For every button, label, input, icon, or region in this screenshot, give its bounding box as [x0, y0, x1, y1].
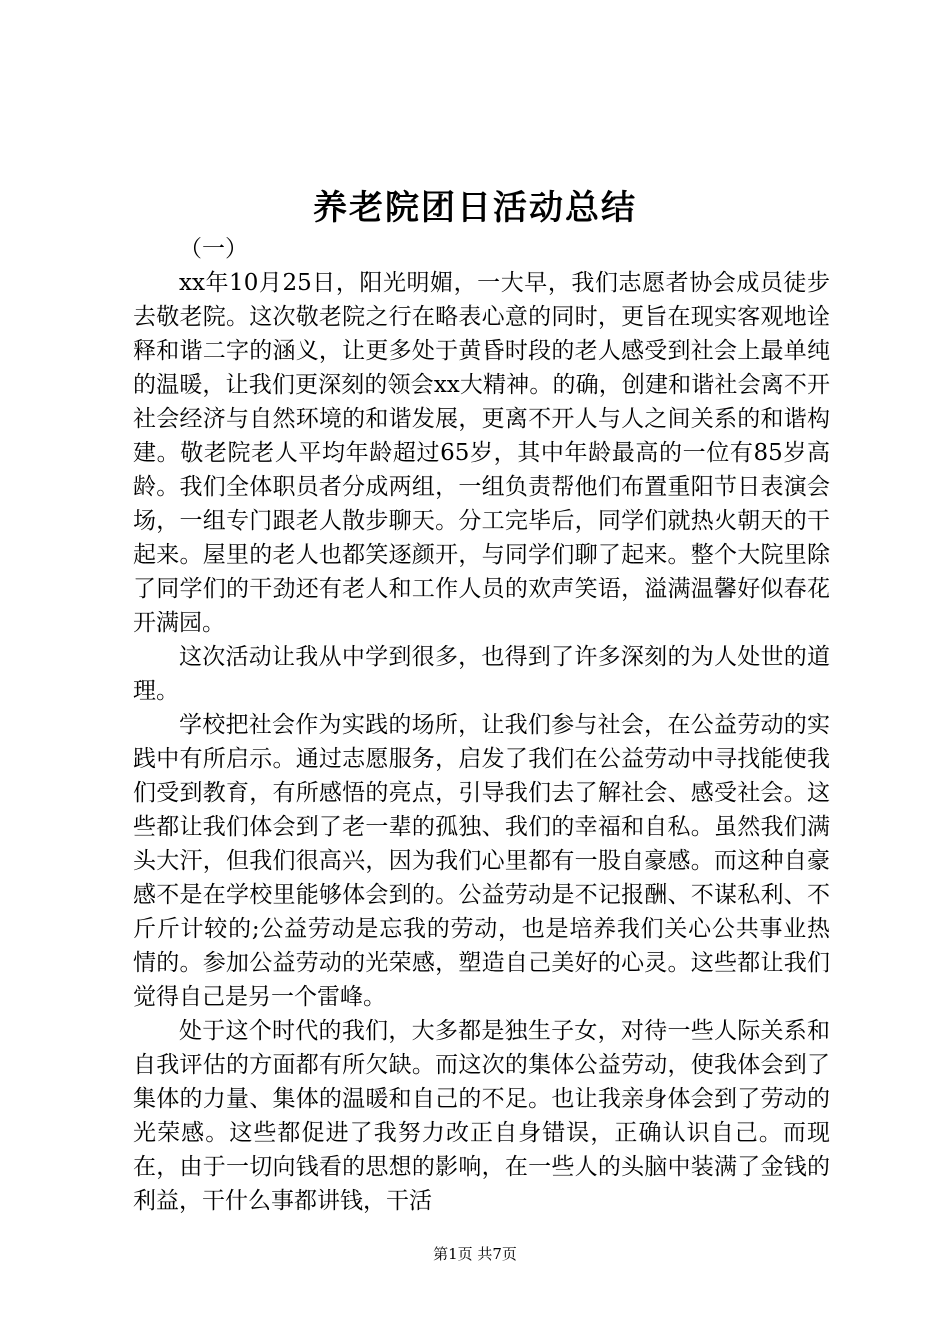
paragraph: xx年10月25日，阳光明媚，一大早，我们志愿者协会成员徒步去敬老院。这次敬老院之行在略表心意的同时，更旨在现实客观地诠释和谐二字的涵义，让更多处于黄昏时段的老人感受到社会上最单纯的温暖，让我们更深刻的领会xx大精神。的确，创建和谐社会离不开社会经济与自然环境的和谐发展，更离不开人与人之间关系的和谐构建。敬老院老人平均年龄超过65岁，其中年龄最高的一位有85岁高龄。我们全体职员者分成两组，一组负责帮他们布置重阳节日表演会场，一组专门跟老人散步聊天。分工完毕后，同学们就热火朝天的干起来。屋里的老人也都笑逐颜开，与同学们聊了起来。整个大院里除了同学们的干劲还有老人和工作人员的欢声笑语，溢满温馨好似春花开满园。	[133, 270, 830, 636]
page-footer: 第1页 共7页	[433, 1245, 517, 1263]
document-title: 养老院团日活动总结	[313, 188, 637, 228]
document-body	[133, 232, 830, 1218]
paragraph: 处于这个时代的我们，大多都是独生子女，对待一些人际关系和自我评估的方面都有所欠缺。而这次的集体公益劳动，使我体会到了集体的力量、集体的温暖和自己的不足。也让我亲身体会到了劳动的光荣感。这些都促进了我努力改正自身错误，正确认识自己。而现在，由于一切向钱看的思想的影响，在一些人的头脑中装满了金钱的利益，干什么事都讲钱，干活	[133, 1018, 830, 1214]
section-heading: （一）	[179, 236, 248, 262]
paragraph: 这次活动让我从中学到很多，也得到了许多深刻的为人处世的道理。	[133, 644, 830, 704]
paragraph: 学校把社会作为实践的场所，让我们参与社会，在公益劳动的实践中有所启示。通过志愿服务，启发了我们在公益劳动中寻找能使我们受到教育，有所感悟的亮点，引导我们去了解社会、感受社会。这些都让我们体会到了老一辈的孤独、我们的幸福和自私。虽然我们满头大汗，但我们很高兴，因为我们心里都有一股自豪感。而这种自豪感不是在学校里能够体会到的。公益劳动是不记报酬、不谋私利、不斤斤计较的;公益劳动是忘我的劳动，也是培养我们关心公共事业热情的。参加公益劳动的光荣感，塑造自己美好的心灵。这些都让我们觉得自己是另一个雷峰。	[133, 712, 830, 1010]
